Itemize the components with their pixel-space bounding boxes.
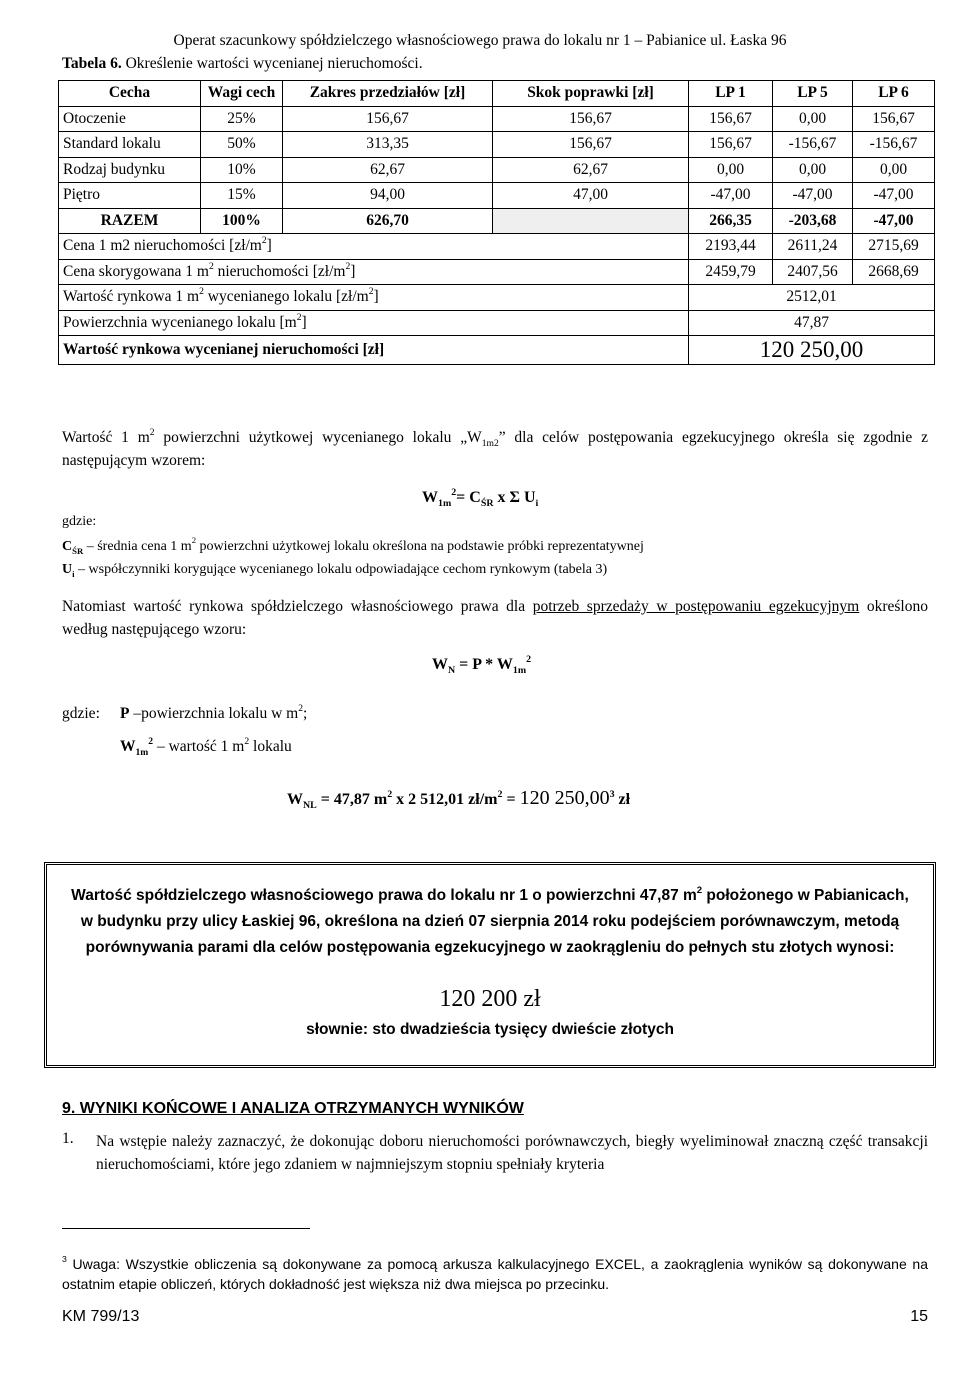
valuation-table bbox=[58, 80, 935, 365]
table-cell: 313,35 bbox=[283, 132, 493, 158]
definition-c-sr: $C_{ŚR}$ – średnia cena 1 $m^2$ powierzchni użytkowej lokalu określona na podstawie próbki reprezentatywnej bbox=[62, 535, 644, 556]
price-label: Cena 1 m2 nieruchomości $[zł/m^2]$ bbox=[59, 234, 689, 260]
paragraph-sale-value: Natomiast wartość rynkowa spółdzielczego własnościowego prawa dla potrzeb sprzedaży w postępowaniu egzekucyjnym określono według następującego wzoru: bbox=[62, 598, 928, 638]
table-cell: 626,70 bbox=[283, 208, 493, 234]
table-cell: Standard lokalu bbox=[59, 132, 201, 158]
area-value: 47,87 bbox=[689, 310, 935, 336]
table-cell: 50% bbox=[201, 132, 283, 158]
conclusion-amount: 120 200 zł bbox=[439, 986, 541, 1012]
sum-row bbox=[59, 208, 935, 234]
table-cell: 10% bbox=[201, 157, 283, 183]
table-cell: 0,00 bbox=[689, 157, 773, 183]
table-cell: 0,00 bbox=[773, 106, 853, 132]
table-cell: 2611,24 bbox=[773, 234, 853, 260]
table-cell: Rodzaj budynku bbox=[59, 157, 201, 183]
table-row bbox=[59, 132, 935, 158]
table-cell: Piętro bbox=[59, 183, 201, 209]
table-caption-text: Określenie wartości wycenianej nieruchomości. bbox=[121, 55, 423, 72]
table-row bbox=[59, 106, 935, 132]
table-cell: RAZEM bbox=[59, 208, 201, 234]
table-row bbox=[59, 157, 935, 183]
table-cell: 0,00 bbox=[853, 157, 935, 183]
table-cell: 100% bbox=[201, 208, 283, 234]
where-label-2: gdzie: bbox=[62, 705, 100, 722]
conclusion-box bbox=[44, 862, 936, 1068]
table-cell bbox=[493, 208, 689, 234]
table-cell: 156,67 bbox=[853, 106, 935, 132]
table-cell: 25% bbox=[201, 106, 283, 132]
table-cell: Otoczenie bbox=[59, 106, 201, 132]
paragraph-formula-intro: Wartość 1 $m^2$ powierzchni użytkowej wycenianego lokalu $„W_{1m2}$” dla celów postępowania egzekucyjnego określa się zgodnie z następującym wzorem: bbox=[62, 426, 928, 469]
table-cell: -47,00 bbox=[853, 208, 935, 234]
final-value: 120 250,00 bbox=[689, 336, 935, 365]
table-cell: -203,68 bbox=[773, 208, 853, 234]
col-header: Cecha bbox=[59, 81, 201, 107]
conclusion-words: słownie: sto dwadzieścia tysięcy dwieście złotych bbox=[306, 1021, 674, 1038]
table-cell: 2715,69 bbox=[853, 234, 935, 260]
area-label: Powierzchnia wycenianego lokalu $[m^2]$ bbox=[59, 310, 689, 336]
price-row bbox=[59, 234, 935, 260]
table-cell: -47,00 bbox=[773, 183, 853, 209]
table-header-row bbox=[59, 81, 935, 107]
market-value: 2512,01 bbox=[689, 285, 935, 311]
table-cell: -47,00 bbox=[689, 183, 773, 209]
table-cell: 0,00 bbox=[773, 157, 853, 183]
table-cell: 266,35 bbox=[689, 208, 773, 234]
market-value-label: Wartość rynkowa 1 $m^2$ wycenianego lokalu $[zł/m^2]$ bbox=[59, 285, 689, 311]
table-cell: 94,00 bbox=[283, 183, 493, 209]
conclusion-text: Wartość spółdzielczego własnościowego prawa do lokalu nr 1 o powierzchni 47,87 $m^2$ położonego w Pabianicach, w budynku przy ulicy Łaskiej 96, określona na dzień 07 sierpnia 2014 roku podejściem porównawczym, metodą porównywania parami dla celów postępowania egzekucyjnego w zaokrągleniu do pełnych stu złotych wynosi: bbox=[71, 884, 909, 956]
formula-w1m: $W_{1m}^2= C_{ŚR}$ x Σ $U_i$ bbox=[422, 486, 539, 510]
table-cell: 156,67 bbox=[493, 132, 689, 158]
table-cell: 62,67 bbox=[283, 157, 493, 183]
where-label-1: gdzie: bbox=[62, 514, 97, 529]
definition-w1m: $W_{1m}^2$ – wartość 1 $m^2$ lokalu bbox=[120, 735, 292, 759]
formula-wn: $W_N = P * W_{1m}^2$ bbox=[432, 653, 532, 677]
table-cell: 156,67 bbox=[689, 132, 773, 158]
definition-p: P –powierzchnia lokalu w $m^2$; bbox=[120, 702, 308, 722]
table-cell: 2407,56 bbox=[773, 259, 853, 285]
definition-u-i: $U_i$ – współczynniki korygujące wycenianego lokalu odpowiadające cechom rynkowym (tabela 3) bbox=[62, 562, 608, 579]
col-header: LP 6 bbox=[853, 81, 935, 107]
col-header: Wagi cech bbox=[201, 81, 283, 107]
table-cell: 47,00 bbox=[493, 183, 689, 209]
col-header: Zakres przedziałów [zł] bbox=[283, 81, 493, 107]
col-header: LP 5 bbox=[773, 81, 853, 107]
table-cell: -156,67 bbox=[853, 132, 935, 158]
list-item-text: Na wstępie należy zaznaczyć, że dokonując doboru nieruchomości porównawczych, biegły wyeliminował znaczną część transakcji nieruchomościami, które jego zdaniem w najmniejszym stopniu spełniały kryteria bbox=[96, 1133, 928, 1173]
page-header: Operat szacunkowy spółdzielczego własnościowego prawa do lokalu nr 1 – Pabianice ul. Łaska 96 bbox=[173, 32, 787, 49]
market-value-row bbox=[59, 285, 935, 311]
footnote: $^3$ Uwaga: Wszystkie obliczenia są dokonywane za pomocą arkusza kalkulacyjnego EXCEL, a zaokrąglenia wyników są dokonywane na ostatnim etapie obliczeń, których dokładność jest większa niż dwa miejsca po przecinku. bbox=[62, 1254, 928, 1292]
formula-wnl: $W_{NL} = 47,87$ $m^2$ x 2 512,01 $zł/m^2 = 120$ 250,00$^3$ zł bbox=[287, 787, 631, 812]
table-cell: 2193,44 bbox=[689, 234, 773, 260]
corrected-price-label: Cena skorygowana 1 $m^2$ nieruchomości $[zł/m^2]$ bbox=[59, 259, 689, 285]
col-header: Skok poprawki [zł] bbox=[493, 81, 689, 107]
area-row bbox=[59, 310, 935, 336]
final-value-row bbox=[59, 336, 935, 365]
table-cell: 156,67 bbox=[283, 106, 493, 132]
table-row bbox=[59, 183, 935, 209]
table-caption bbox=[62, 55, 423, 73]
table-cell: 15% bbox=[201, 183, 283, 209]
list-item-number: 1. bbox=[62, 1130, 74, 1147]
col-header: LP 1 bbox=[689, 81, 773, 107]
table-cell: 62,67 bbox=[493, 157, 689, 183]
corrected-price-row bbox=[59, 259, 935, 285]
table-cell: 156,67 bbox=[493, 106, 689, 132]
table-cell: -47,00 bbox=[853, 183, 935, 209]
table-cell: 2668,69 bbox=[853, 259, 935, 285]
table-cell: -156,67 bbox=[773, 132, 853, 158]
table-caption-label: Tabela 6. bbox=[62, 55, 122, 72]
section-heading: 9. WYNIKI KOŃCOWE I ANALIZA OTRZYMANYCH WYNIKÓW bbox=[62, 1100, 524, 1117]
case-number: KM 799/13 bbox=[62, 1308, 140, 1325]
final-value-label: Wartość rynkowa wycenianej nieruchomości [zł] bbox=[59, 336, 689, 365]
page-footer bbox=[62, 1308, 928, 1326]
page-number: 15 bbox=[910, 1308, 928, 1325]
table-cell: 156,67 bbox=[689, 106, 773, 132]
footnote-separator bbox=[62, 1228, 310, 1229]
table-cell: 2459,79 bbox=[689, 259, 773, 285]
